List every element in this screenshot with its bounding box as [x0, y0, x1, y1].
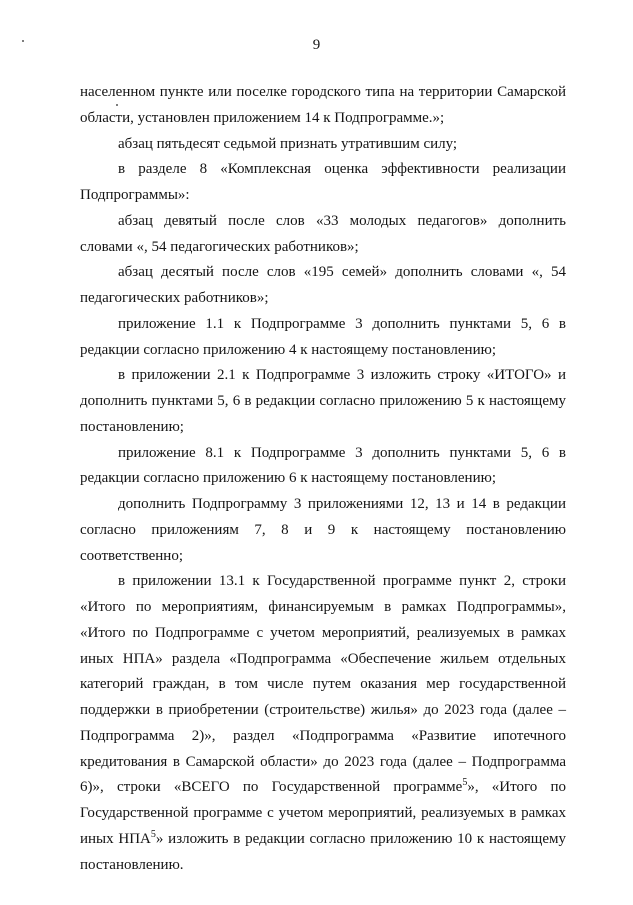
document-body — [80, 80, 566, 878]
paragraph: абзац пятьдесят седьмой признать утратившим силу; — [118, 135, 458, 152]
paragraph: приложение 8.1 к Подпрограмме 3 дополнить пунктами 5, 6 в редакции согласно приложению 6 к настоящему постановлению; — [80, 444, 566, 487]
paragraph-continuation: населенном пункте или поселке городского типа на территории Самарской области, установлен приложением 14 к Подпрограмме.»; — [80, 84, 566, 126]
paragraph: абзац девятый после слов «33 молодых педагогов» дополнить словами «, 54 педагогических работников»; — [80, 212, 566, 255]
paragraph: в приложении 2.1 к Подпрограмме 3 изложить строку «ИТОГО» и дополнить пунктами 5, 6 в редакции согласно приложению 5 к настоящему постановлению; — [80, 367, 566, 435]
paragraph-final — [80, 569, 566, 878]
paragraph-text: » изложить в редакции согласно приложению 10 к настоящему постановлению. — [80, 830, 566, 873]
footnote-marker: 5 — [150, 828, 156, 840]
paragraph-text: в приложении 13.1 к Государственной программе пункт 2, строки «Итого по мероприятиям, финансируемым в рамках Подпрограммы», «Итого по Подпрограмме с учетом мероприятий, реализуемых в рамках иных НПА» раздела «Подпрограмма «Обеспечение жильем отдельных категорий граждан, в том числе путем оказания мер государственной поддержки в приобретении (строительстве) жилья» до 2023 года (далее – Подпрограмма 2)», раздел «Подпрограмма «Развитие ипотечного кредитования в Самарской области» до 2023 года (далее – Подпрограмма 6)», строки «ВСЕГО по Государственной программе — [80, 573, 566, 796]
paragraph: абзац десятый после слов «195 семей» дополнить словами «, 54 педагогических работников»; — [80, 264, 566, 306]
paragraph-text: », «Итого по Государственной программе с учетом мероприятий, реализуемых в рамках иных НПА — [80, 779, 567, 847]
paragraph: в разделе 8 «Комплексная оценка эффективности реализации Подпрограммы»: — [80, 161, 566, 203]
paragraph: дополнить Подпрограмму 3 приложениями 12, 13 и 14 в редакции согласно приложениям 7, 8 и 9 к настоящему постановлению соответственно; — [80, 496, 566, 564]
page-number: 9 — [312, 37, 321, 53]
paragraph: приложение 1.1 к Подпрограмме 3 дополнить пунктами 5, 6 в редакции согласно приложению 4 к настоящему постановлению; — [80, 315, 566, 358]
footnote-marker: 5 — [462, 777, 468, 789]
